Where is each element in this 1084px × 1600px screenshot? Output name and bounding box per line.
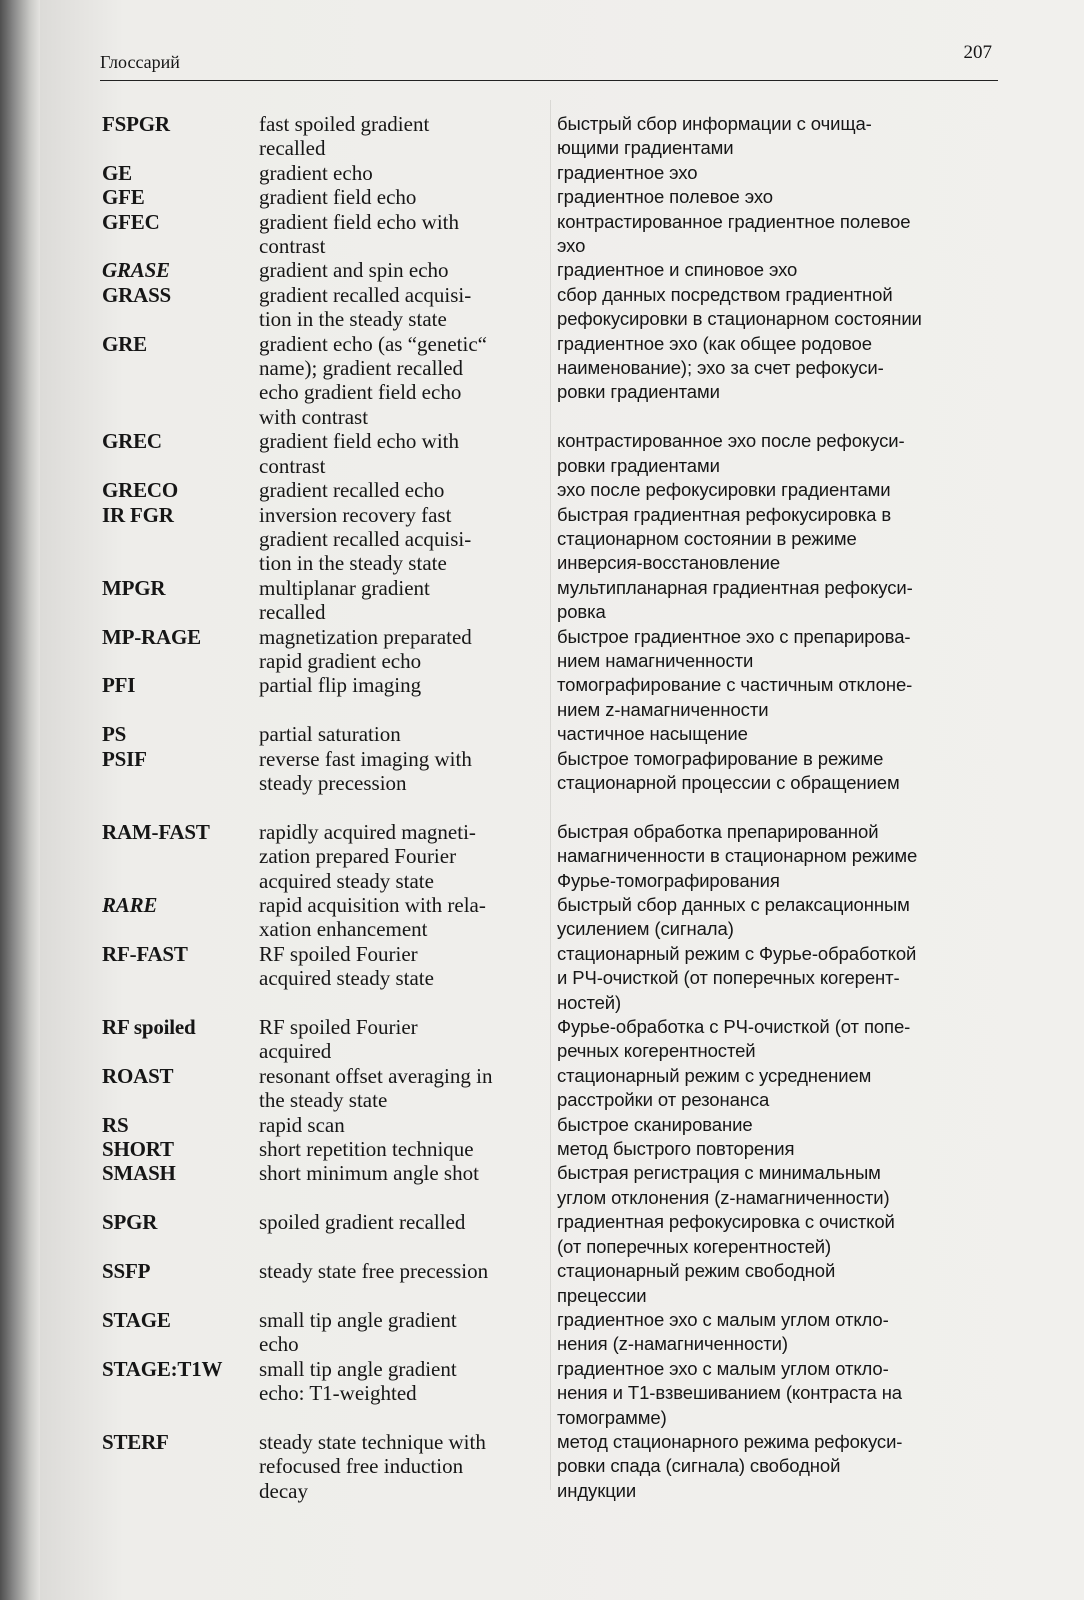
glossary-entry bbox=[102, 1113, 1002, 1137]
english-line: contrast bbox=[259, 234, 326, 259]
russian-line bbox=[557, 405, 1002, 429]
russian-line: ровки спада (сигнала) свободной bbox=[557, 1455, 841, 1477]
russian-line: томографирование с частичным отклоне- bbox=[557, 674, 913, 696]
entry-abbreviation: RF-FAST bbox=[102, 941, 188, 966]
english-line bbox=[259, 795, 557, 819]
entry-russian-translation bbox=[557, 332, 1002, 430]
entry-english-term bbox=[259, 161, 557, 185]
russian-line: градиентное полевое эхо bbox=[557, 186, 773, 208]
english-line: small tip angle gradient bbox=[259, 1356, 457, 1381]
entry-abbreviation: GRE bbox=[102, 331, 147, 356]
english-line: gradient recalled acquisi- bbox=[259, 526, 472, 551]
entry-russian-translation bbox=[557, 1357, 1002, 1430]
entry-abbreviation: GRASS bbox=[102, 282, 172, 307]
entry-russian-translation bbox=[557, 283, 1002, 332]
russian-line: градиентное эхо bbox=[557, 161, 698, 183]
glossary-entry bbox=[102, 942, 1002, 1015]
glossary-entry bbox=[102, 210, 1002, 259]
entry-abbreviation: SHORT bbox=[102, 1137, 174, 1162]
glossary-entry bbox=[102, 820, 1002, 893]
english-line: short minimum angle shot bbox=[259, 1161, 479, 1186]
glossary-entry bbox=[102, 893, 1002, 942]
english-line: tion in the steady state bbox=[259, 551, 447, 576]
english-line: name); gradient recalled bbox=[259, 356, 464, 381]
glossary-entry bbox=[102, 625, 1002, 674]
glossary-entry bbox=[102, 1430, 1002, 1503]
page-number: 207 bbox=[963, 42, 992, 63]
glossary-entry bbox=[102, 673, 1002, 722]
english-line: inversion recovery fast bbox=[259, 502, 452, 527]
russian-line: быстрая регистрация с минимальным bbox=[557, 1162, 881, 1184]
english-line: multiplanar gradient bbox=[259, 575, 430, 600]
russian-line: Фурье-томографирования bbox=[557, 869, 780, 891]
entry-russian-translation bbox=[557, 1113, 1002, 1137]
glossary-entry bbox=[102, 1259, 1002, 1308]
glossary-entry bbox=[102, 1064, 1002, 1113]
russian-line: ностей) bbox=[557, 991, 622, 1013]
russian-line: быстрый сбор данных с релаксационным bbox=[557, 894, 910, 915]
russian-line: Фурье-обработка с РЧ-очисткой (от попе- bbox=[557, 1016, 911, 1038]
english-line bbox=[259, 1284, 557, 1308]
entry-russian-translation bbox=[557, 1308, 1002, 1357]
russian-line: нием z-намагниченности bbox=[557, 698, 769, 720]
russian-line: стационарный режим с усреднением bbox=[557, 1064, 872, 1086]
glossary-entry bbox=[102, 283, 1002, 332]
english-line: short repetition technique bbox=[259, 1137, 474, 1162]
glossary-entry bbox=[102, 258, 1002, 282]
entry-abbreviation: RS bbox=[102, 1112, 129, 1137]
russian-line: частичное насыщение bbox=[557, 723, 748, 745]
russian-line: быстрый сбор информации с очища- bbox=[557, 113, 872, 134]
russian-line: расстройки от резонанса bbox=[557, 1089, 770, 1111]
english-line: small tip angle gradient bbox=[259, 1307, 457, 1332]
russian-line: градиентное и спиновое эхо bbox=[557, 259, 798, 281]
english-line: tion in the steady state bbox=[259, 307, 447, 332]
book-spine-shadow bbox=[0, 0, 40, 1600]
glossary-entry bbox=[102, 747, 1002, 820]
entry-english-term bbox=[259, 1430, 557, 1503]
english-line: xation enhancement bbox=[259, 917, 428, 942]
entry-abbreviation: STERF bbox=[102, 1429, 169, 1454]
english-line: spoiled gradient recalled bbox=[259, 1210, 466, 1235]
russian-line: быстрое градиентное эхо с препарирова- bbox=[557, 625, 911, 647]
english-line: acquired steady state bbox=[259, 966, 434, 991]
russian-line: ровки градиентами bbox=[557, 381, 720, 403]
russian-line: контрастированное градиентное полевое bbox=[557, 210, 911, 232]
entry-abbreviation: SMASH bbox=[102, 1161, 176, 1186]
entry-russian-translation bbox=[557, 429, 1002, 478]
russian-line: ровки градиентами bbox=[557, 454, 720, 476]
english-line: refocused free induction bbox=[259, 1454, 464, 1479]
russian-line: намагниченности в стационарном режиме bbox=[557, 845, 918, 867]
english-line: rapid acquisition with rela- bbox=[259, 893, 486, 917]
russian-line: инверсия-восстановление bbox=[557, 552, 781, 574]
glossary-table bbox=[102, 112, 1002, 1503]
glossary-entry bbox=[102, 161, 1002, 185]
entry-russian-translation bbox=[557, 747, 1002, 820]
english-line: zation prepared Fourier bbox=[259, 844, 457, 869]
entry-abbreviation: IR FGR bbox=[102, 502, 174, 527]
russian-line: метод стационарного режима рефокуси- bbox=[557, 1430, 903, 1452]
header-rule bbox=[100, 80, 998, 81]
english-line: with contrast bbox=[259, 404, 369, 429]
english-line: recalled bbox=[259, 600, 326, 625]
entry-abbreviation: GREC bbox=[102, 429, 162, 454]
russian-line: метод быстрого повторения bbox=[557, 1138, 795, 1160]
english-line: RF spoiled Fourier bbox=[259, 1015, 418, 1040]
entry-abbreviation: MP-RAGE bbox=[102, 624, 201, 649]
entry-english-term bbox=[259, 1137, 557, 1161]
entry-abbreviation: GE bbox=[102, 160, 132, 185]
entry-english-term bbox=[259, 1161, 557, 1210]
russian-line: градиентное эхо с малым углом откло- bbox=[557, 1357, 889, 1379]
entry-abbreviation: RARE bbox=[102, 893, 158, 917]
english-line: rapidly acquired magneti- bbox=[259, 819, 476, 844]
entry-abbreviation: PS bbox=[102, 722, 127, 747]
english-line: gradient field echo with bbox=[259, 429, 460, 454]
russian-line: нения и Т1-взвешиванием (контраста на bbox=[557, 1382, 903, 1404]
entry-abbreviation: SPGR bbox=[102, 1210, 158, 1235]
entry-abbreviation: GRECO bbox=[102, 478, 179, 503]
glossary-entry bbox=[102, 1161, 1002, 1210]
english-line: contrast bbox=[259, 453, 326, 478]
russian-line: эхо после рефокусировки градиентами bbox=[557, 479, 891, 501]
russian-line: быстрая обработка препарированной bbox=[557, 820, 879, 842]
glossary-entry bbox=[102, 112, 1002, 161]
glossary-entry bbox=[102, 576, 1002, 625]
entry-english-term bbox=[259, 820, 557, 893]
glossary-entry bbox=[102, 1357, 1002, 1430]
entry-english-term bbox=[259, 503, 557, 576]
russian-line: углом отклонения (z-намагниченности) bbox=[557, 1186, 890, 1208]
russian-line bbox=[557, 795, 1002, 819]
entry-abbreviation: FSPGR bbox=[102, 112, 170, 136]
english-line: rapid gradient echo bbox=[259, 648, 422, 673]
russian-line: и РЧ-очисткой (от поперечных когерент- bbox=[557, 967, 900, 989]
glossary-entry bbox=[102, 1210, 1002, 1259]
russian-line: контрастированное эхо после рефокуси- bbox=[557, 430, 905, 452]
english-line: gradient and spin echo bbox=[259, 258, 449, 283]
glossary-entry bbox=[102, 1137, 1002, 1161]
entry-abbreviation: GFEC bbox=[102, 209, 160, 234]
entry-russian-translation bbox=[557, 478, 1002, 502]
russian-line: быстрое сканирование bbox=[557, 1113, 753, 1135]
english-line bbox=[259, 1406, 557, 1430]
entry-russian-translation bbox=[557, 112, 1002, 161]
english-line: steady state free precession bbox=[259, 1259, 489, 1284]
entry-abbreviation: GRASE bbox=[102, 258, 170, 283]
entry-english-term bbox=[259, 258, 557, 282]
entry-abbreviation: GFE bbox=[102, 185, 145, 210]
running-head: Глоссарий bbox=[100, 52, 180, 72]
russian-line: (от поперечных когерентностей) bbox=[557, 1235, 832, 1257]
russian-line: ровка bbox=[557, 601, 606, 623]
entry-english-term bbox=[259, 576, 557, 625]
russian-line: наименование); эхо за счет рефокуси- bbox=[557, 357, 884, 379]
entry-russian-translation bbox=[557, 258, 1002, 282]
russian-line: речных когерентностей bbox=[557, 1040, 756, 1062]
russian-line: сбор данных посредством градиентной bbox=[557, 283, 893, 305]
english-line: resonant offset averaging in bbox=[259, 1063, 493, 1088]
glossary-entry bbox=[102, 185, 1002, 209]
entry-russian-translation bbox=[557, 1064, 1002, 1113]
russian-line: стационарный режим свободной bbox=[557, 1260, 836, 1282]
glossary-entry bbox=[102, 429, 1002, 478]
entry-russian-translation bbox=[557, 161, 1002, 185]
entry-english-term bbox=[259, 625, 557, 674]
entry-russian-translation bbox=[557, 1137, 1002, 1161]
glossary-entry bbox=[102, 1015, 1002, 1064]
english-line: magnetization preparated bbox=[259, 624, 472, 649]
english-line: decay bbox=[259, 1478, 308, 1503]
english-line: gradient field echo bbox=[259, 185, 417, 210]
english-line: acquired bbox=[259, 1039, 332, 1064]
entry-russian-translation bbox=[557, 185, 1002, 209]
russian-line: ющими градиентами bbox=[557, 137, 734, 159]
entry-abbreviation: PFI bbox=[102, 673, 136, 698]
russian-line: стационарный режим с Фурье-обработкой bbox=[557, 942, 917, 964]
russian-line: быстрое томографирование в режиме bbox=[557, 747, 884, 769]
entry-english-term bbox=[259, 185, 557, 209]
entry-abbreviation: RF spoiled bbox=[102, 1015, 196, 1040]
english-line: echo: T1-weighted bbox=[259, 1381, 417, 1406]
russian-line: рефокусировки в стационарном состоянии bbox=[557, 308, 922, 330]
english-line: steady precession bbox=[259, 770, 407, 795]
entry-abbreviation: PSIF bbox=[102, 746, 147, 771]
english-line: echo gradient field echo bbox=[259, 380, 462, 405]
russian-line: градиентное эхо (как общее родовое bbox=[557, 332, 872, 354]
entry-english-term bbox=[259, 673, 557, 722]
glossary-entry bbox=[102, 1308, 1002, 1357]
entry-russian-translation bbox=[557, 942, 1002, 1015]
russian-line: мультипланарная градиентная рефокуси- bbox=[557, 576, 913, 598]
entry-english-term bbox=[259, 1308, 557, 1357]
english-line: gradient field echo with bbox=[259, 209, 460, 234]
entry-english-term bbox=[259, 210, 557, 259]
entry-english-term bbox=[259, 722, 557, 746]
russian-line: эхо bbox=[557, 235, 586, 257]
english-line: recalled bbox=[259, 136, 326, 161]
entry-abbreviation: STAGE:T1W bbox=[102, 1356, 223, 1381]
glossary-entry bbox=[102, 332, 1002, 430]
english-line: fast spoiled gradient bbox=[259, 112, 430, 136]
entry-russian-translation bbox=[557, 1210, 1002, 1259]
russian-line: быстрая градиентная рефокусировка в bbox=[557, 503, 892, 525]
english-line: gradient recalled acquisi- bbox=[259, 282, 472, 307]
glossary-entry bbox=[102, 722, 1002, 746]
entry-english-term bbox=[259, 112, 557, 161]
russian-line: градиентное эхо с малым углом откло- bbox=[557, 1308, 889, 1330]
entry-russian-translation bbox=[557, 893, 1002, 942]
english-line: acquired steady state bbox=[259, 868, 434, 893]
entry-abbreviation: RAM-FAST bbox=[102, 819, 210, 844]
entry-english-term bbox=[259, 942, 557, 1015]
english-line: the steady state bbox=[259, 1088, 388, 1113]
english-line: steady state technique with bbox=[259, 1429, 486, 1454]
entry-english-term bbox=[259, 429, 557, 478]
entry-english-term bbox=[259, 1357, 557, 1430]
english-line: gradient echo bbox=[259, 160, 373, 185]
english-line: reverse fast imaging with bbox=[259, 746, 472, 771]
entry-russian-translation bbox=[557, 1430, 1002, 1503]
russian-line: нием намагниченности bbox=[557, 649, 754, 671]
english-line: partial saturation bbox=[259, 722, 401, 747]
russian-line: томограмме) bbox=[557, 1406, 667, 1428]
english-line bbox=[259, 698, 557, 722]
russian-line: индукции bbox=[557, 1479, 637, 1501]
russian-line: нения (z-намагниченности) bbox=[557, 1333, 788, 1355]
entry-russian-translation bbox=[557, 210, 1002, 259]
english-line bbox=[259, 1186, 557, 1210]
entry-english-term bbox=[259, 1015, 557, 1064]
entry-russian-translation bbox=[557, 722, 1002, 746]
entry-english-term bbox=[259, 332, 557, 430]
english-line: RF spoiled Fourier bbox=[259, 941, 418, 966]
entry-russian-translation bbox=[557, 503, 1002, 576]
russian-line: градиентная рефокусировка с очисткой bbox=[557, 1211, 895, 1233]
english-line: echo bbox=[259, 1332, 299, 1357]
russian-line: стационарном состоянии в режиме bbox=[557, 527, 857, 549]
english-line: partial flip imaging bbox=[259, 673, 422, 698]
glossary-entry bbox=[102, 478, 1002, 502]
entry-english-term bbox=[259, 1259, 557, 1308]
entry-english-term bbox=[259, 1064, 557, 1113]
entry-english-term bbox=[259, 1113, 557, 1137]
entry-russian-translation bbox=[557, 1015, 1002, 1064]
russian-line: усилением (сигнала) bbox=[557, 918, 734, 940]
entry-english-term bbox=[259, 478, 557, 502]
english-line: gradient recalled echo bbox=[259, 478, 445, 503]
entry-english-term bbox=[259, 283, 557, 332]
entry-english-term bbox=[259, 893, 557, 942]
english-line bbox=[259, 1235, 557, 1259]
entry-abbreviation: MPGR bbox=[102, 575, 166, 600]
russian-line: прецессии bbox=[557, 1284, 647, 1306]
entry-russian-translation bbox=[557, 673, 1002, 722]
entry-abbreviation: STAGE bbox=[102, 1307, 171, 1332]
entry-russian-translation bbox=[557, 820, 1002, 893]
entry-abbreviation: ROAST bbox=[102, 1063, 174, 1088]
entry-abbreviation: SSFP bbox=[102, 1259, 151, 1284]
english-line: gradient echo (as “genetic“ bbox=[259, 331, 487, 356]
glossary-entry bbox=[102, 503, 1002, 576]
russian-line: стационарной процессии с обращением bbox=[557, 771, 900, 793]
entry-english-term bbox=[259, 747, 557, 820]
english-line bbox=[259, 991, 557, 1015]
entry-russian-translation bbox=[557, 1161, 1002, 1210]
english-line: rapid scan bbox=[259, 1112, 345, 1137]
entry-russian-translation bbox=[557, 1259, 1002, 1308]
entry-russian-translation bbox=[557, 576, 1002, 625]
entry-russian-translation bbox=[557, 625, 1002, 674]
entry-english-term bbox=[259, 1210, 557, 1259]
